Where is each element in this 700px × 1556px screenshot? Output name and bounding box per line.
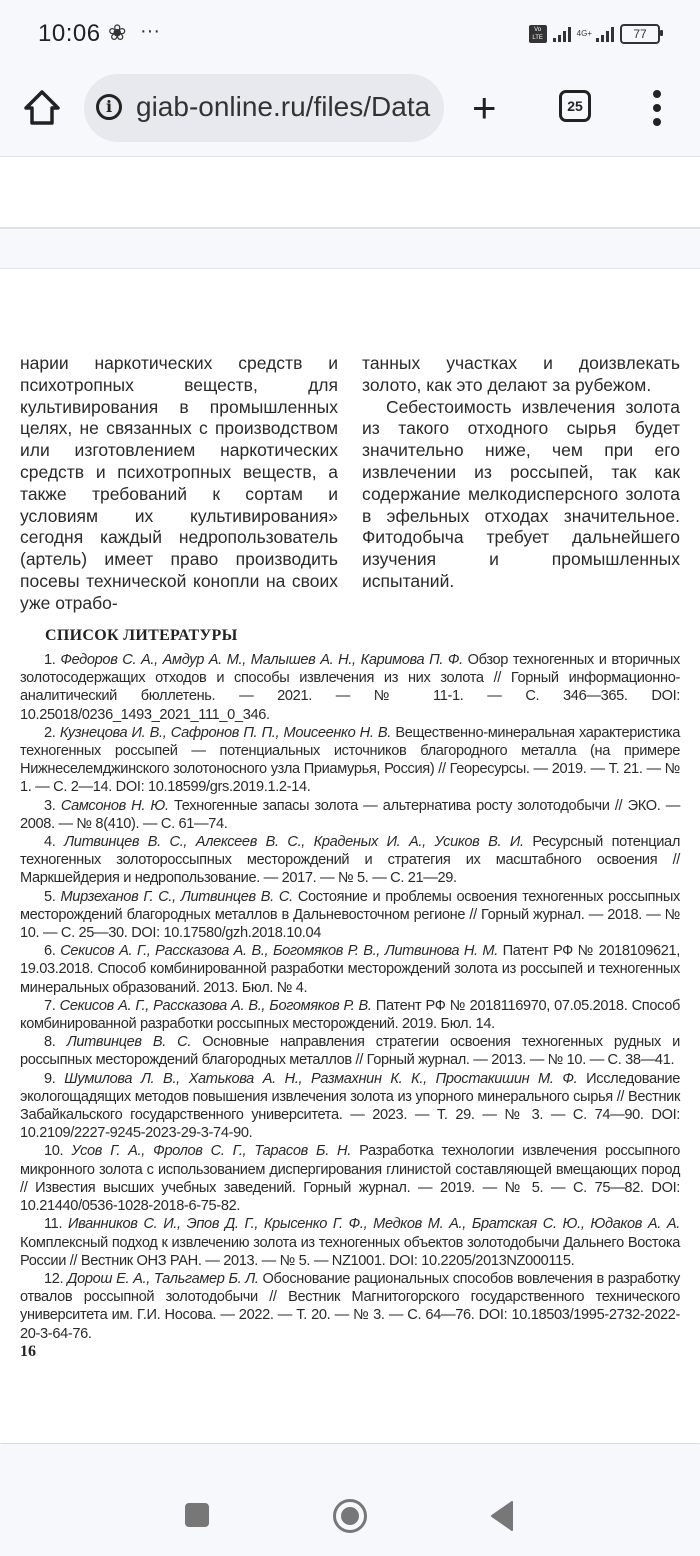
menu-button[interactable]: [650, 90, 664, 126]
home-circle-icon: [332, 1498, 368, 1534]
references-heading: СПИСОК ЛИТЕРАТУРЫ: [45, 627, 238, 644]
signal-icon: [553, 26, 571, 42]
reference-item: 4. Литвинцев В. С., Алексеев В. С., Краденых И. А., Усиков В. И. Ресурсный потенциал техногенных золотороссыпных месторождений и стратегия их масштабного освоения // Маркшейдерия и недропользование. — 2017. — № 5. — С. 21—29.: [20, 834, 680, 887]
browser-toolbar: [0, 60, 700, 158]
system-nav-bar: [0, 1444, 700, 1556]
recents-button[interactable]: [184, 1502, 210, 1533]
kebab-dot: [653, 118, 661, 126]
plus-icon: +: [472, 84, 497, 131]
reference-item: 2. Кузнецова И. В., Сафронов П. П., Моисеенко Н. В. Вещественно-минеральная характеристика техногенных россыпей — потенциальных источников благородного металла (на примере Нижнеселемджинского золотоносного узла Приамурья, Россия) // Георесурсы. — 2019. — Т. 21. — № 1. — С. 2—14. DOI: 10.18599/grs.2019.1.2-14.: [20, 724, 680, 796]
back-icon: [489, 1500, 515, 1532]
reference-item: 3. Самсонов Н. Ю. Техногенные запасы золота — альтернатива росту золотодобычи // ЭКО. — 2008. — № 8(410). — С. 61—74.: [20, 797, 680, 832]
document-page: [0, 268, 700, 1443]
home-button[interactable]: [22, 88, 62, 128]
reference-item: 5. Мирзеханов Г. С., Литвинцев В. С. Состояние и проблемы освоения техногенных россыпных месторождений благородных металлов в Дальневосточном регионе // Горный журнал. — 2018. — № 10. — С. 25—30. DOI: 10.17580/gzh.2018.10.04: [20, 888, 680, 942]
url-text[interactable]: giab-online.ru/files/Data: [136, 91, 431, 122]
status-bar: [0, 0, 700, 60]
url-field[interactable]: [84, 74, 444, 142]
references-list: [20, 651, 680, 1343]
paragraph: Себестоимость извлечения золота из такого отходного сырья будет значительно ниже, чем при его извлечении из россыпей, так как содержание мелкодисперсного золота в эфельных отходах значительное. Фитодобыча требует дальнейшего изучения и промышленных испытаний.: [362, 396, 680, 591]
home-icon: [22, 88, 62, 128]
recents-icon: [184, 1502, 210, 1528]
text-column-left: [20, 353, 338, 615]
status-indicators: [529, 24, 660, 44]
reference-item: 7. Секисов А. Г., Рассказова А. В., Богомяков Р. В. Патент РФ № 2018116970, 07.05.2018. Способ комбинированной разработки россыпных месторождений. 2019. Бюл. 14.: [20, 997, 680, 1033]
page-number: 16: [20, 1343, 36, 1360]
previous-page: [0, 157, 700, 229]
network-type-label: 4G+: [576, 29, 592, 38]
reference-item: 10. Усов Г. А., Фролов С. Г., Тарасов Б. Н. Разработка технологии извлечения россыпного микронного золота с использованием диспергирования глинистой составляющей вмещающих пород // Известия высших учебных заведений. Горный журнал. — 2019. — № 5. — С. 75—82. DOI: 10.21440/0536-1028-2018-6-75-82.: [20, 1143, 680, 1215]
battery-icon: 77: [620, 24, 660, 44]
reference-item: 12. Дорош Е. А., Тальгамер Б. Л. Обоснование рациональных способов вовлечения в разработку отвалов россыпной золотодобычи // Вестник Магнитогорского государственного технического университета им. Г.И. Носова. — 2022. — Т. 20. — № 3. — С. 64—76. DOI: 10.18503/1995-2732-2022-20-3-64-76.: [20, 1270, 680, 1342]
reference-item: 6. Секисов А. Г., Рассказова А. В., Богомяков Р. В., Литвинова Н. М. Патент РФ № 2018109621, 19.03.2018. Способ комбинированной разработки месторождений золота из россыпей и техногенных минеральных образований. 2013. Бюл. № 4.: [20, 943, 680, 996]
volte-icon: Vo LTE: [529, 25, 547, 43]
reference-item: 8. Литвинцев В. С. Основные направления стратегии освоения техногенных рудных и россыпных месторождений благородных металлов // Горный журнал. — 2013. — № 10. — С. 38—41.: [20, 1034, 680, 1069]
back-button[interactable]: [489, 1500, 515, 1537]
home-nav-button[interactable]: [332, 1498, 368, 1539]
reference-item: 11. Иванников С. И., Эпов Д. Г., Крысенко Г. Ф., Медков М. А., Братская С. Ю., Юдаков А. А. Комплексный подход к извлечению золота из техногенных объектов золотодобычи Дальнего Востока России // Вестник ОНЗ РАН. — 2013. — № 5. — NZ1001. DOI: 10.2205/2013NZ000115.: [20, 1216, 680, 1269]
reference-item: 1. Федоров С. А., Амдур А. М., Малышев А. Н., Каримова П. Ф. Обзор техногенных и вторичных золотосодержащих отходов и способы извлечения из них золота // Горный информационно-аналитический бюллетень. — 2021. — № 11-1. — С. 346—365. DOI: 10.25018/0236_1493_2021_111_0_346.: [20, 652, 680, 723]
text-column-right: [362, 353, 680, 593]
kebab-dot: [653, 104, 661, 112]
fan-icon: ❀: [108, 20, 127, 45]
paragraph: нарии наркотических средств и психотропных веществ, для культивирования в промышленных целях, не связанных с производством или изготовлением наркотических средств и психотропных веществ, а также требований к сортам и условиям их культивирования» сегодня каждый недропользователь (артель) имеет право производить посевы технической конопли на своих уже отрабо-: [20, 353, 338, 613]
site-info-icon[interactable]: i: [96, 94, 122, 120]
new-tab-button[interactable]: [472, 84, 497, 131]
signal-icon-2: [596, 26, 614, 42]
status-time: 10:06: [38, 20, 101, 47]
paragraph: танных участках и доизвлекать золото, как это делают за рубежом.: [362, 353, 680, 395]
kebab-dot: [653, 90, 661, 98]
more-dots-icon: ···: [140, 20, 160, 42]
reference-item: 9. Шумилова Л. В., Хатькова А. Н., Размахнин К. К., Простакишин М. Ф. Исследование экологощадящих методов повышения извлечения золота из упорного минерального сырья // Вестник Забайкальского государственного университета. — 2023. — Т. 29. — № 3. — С. 74—90. DOI: 10.2109/2227-9245-2023-29-3-74-90.: [20, 1070, 680, 1142]
tab-switcher-button[interactable]: 25: [559, 90, 591, 122]
